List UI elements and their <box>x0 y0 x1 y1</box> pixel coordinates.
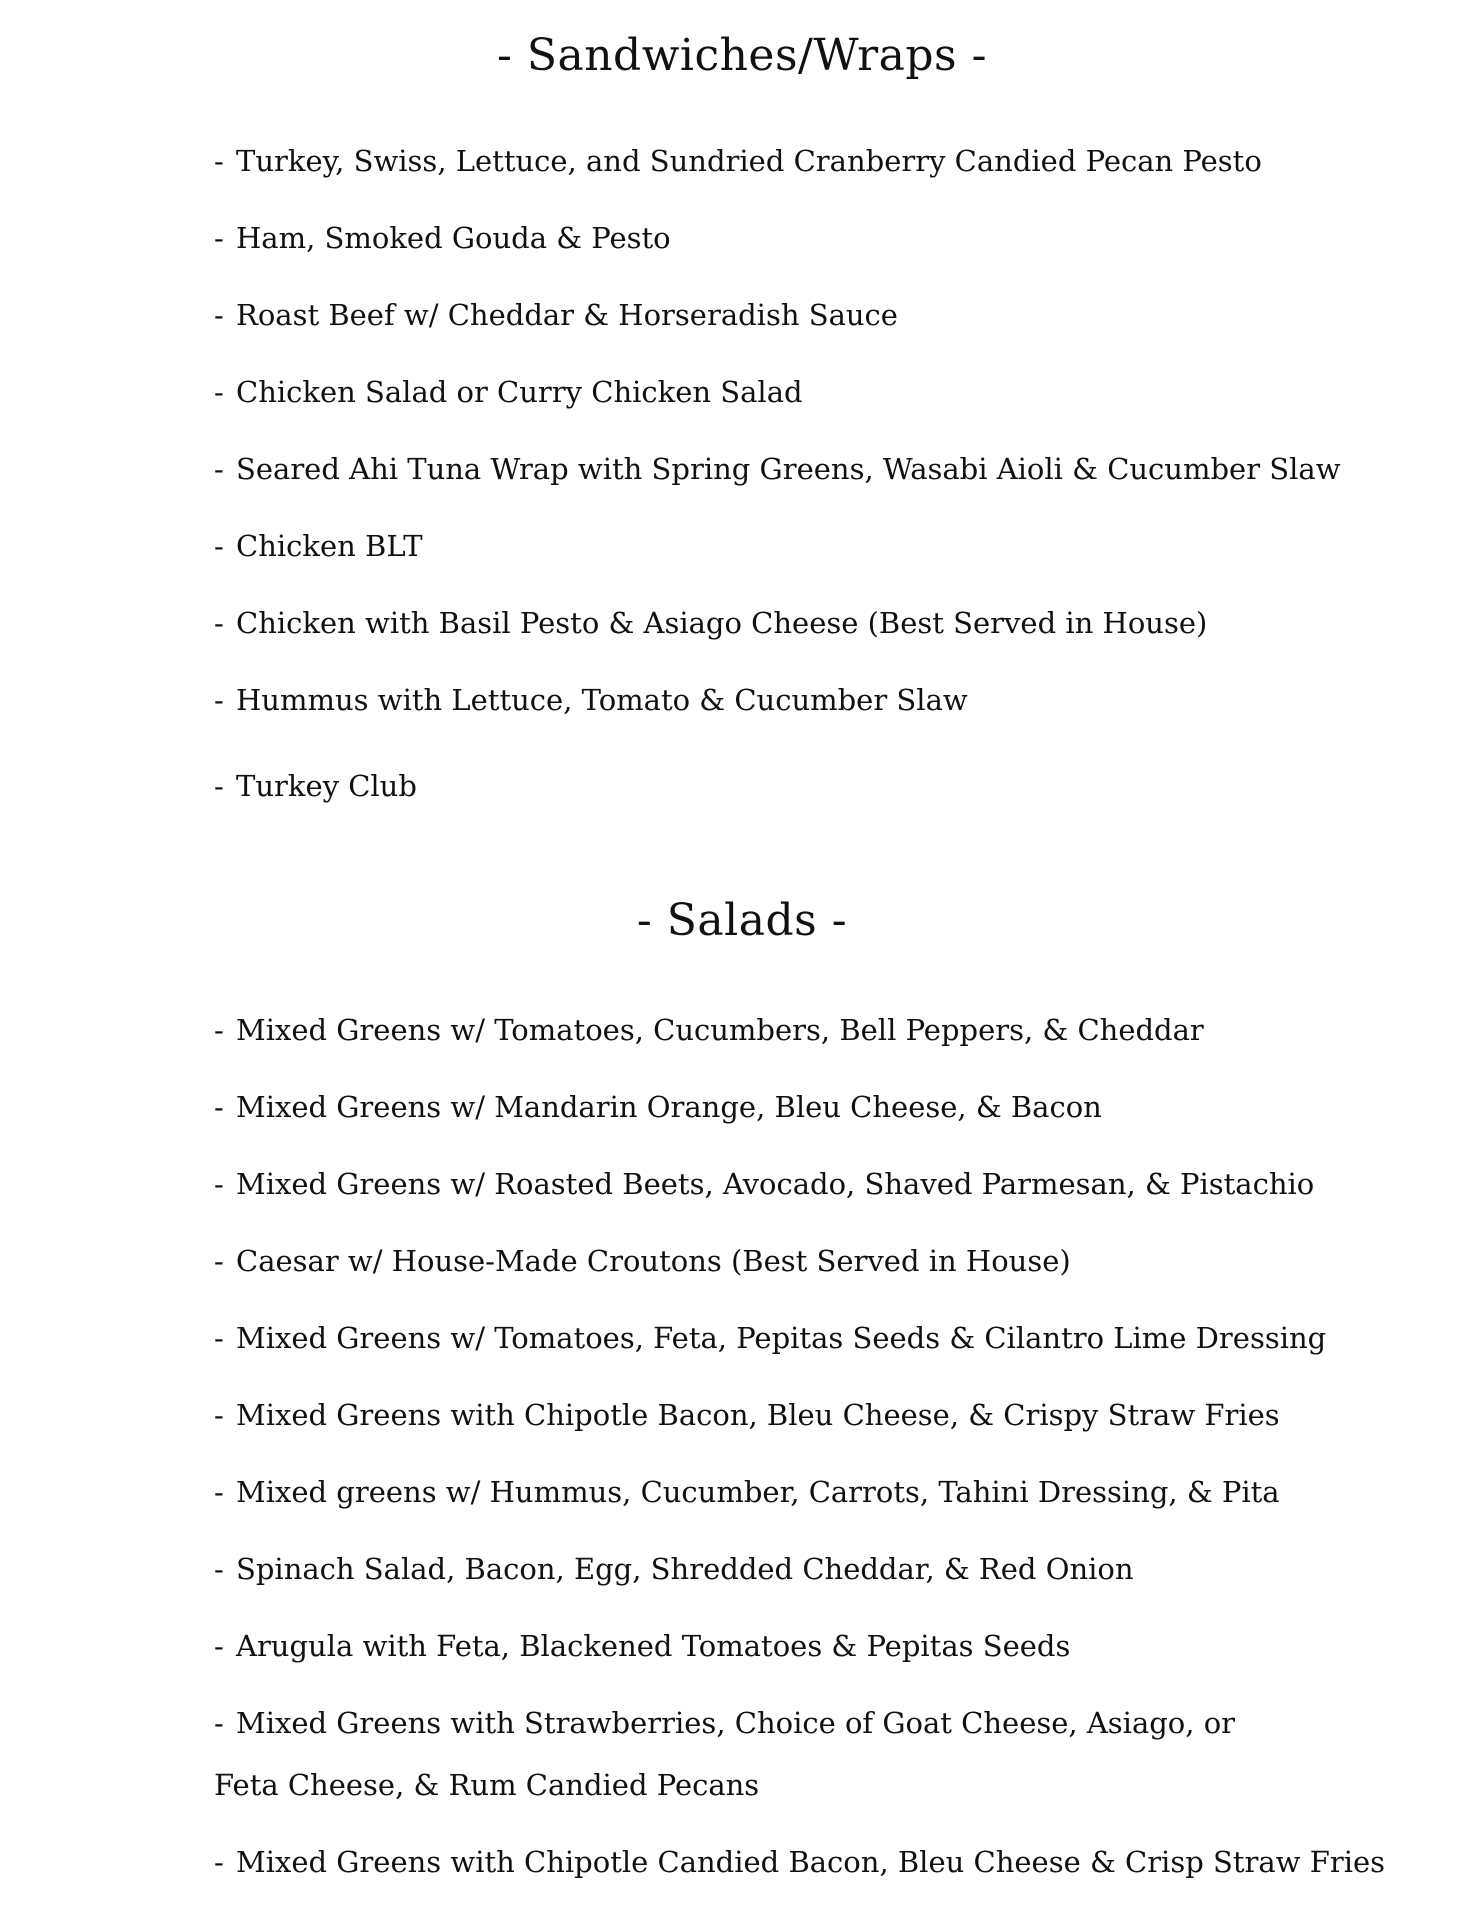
menu-item: - Ham, Smoked Gouda & Pesto <box>214 221 671 255</box>
menu-item: - Caesar w/ House-Made Croutons (Best Served in House) <box>214 1244 1071 1278</box>
menu-item: - Mixed greens w/ Hummus, Cucumber, Carrots, Tahini Dressing, & Pita <box>214 1475 1280 1509</box>
menu-item: - Mixed Greens w/ Mandarin Orange, Bleu Cheese, & Bacon <box>214 1090 1102 1124</box>
menu-item: - Spinach Salad, Bacon, Egg, Shredded Cheddar, & Red Onion <box>214 1552 1134 1586</box>
menu-item: - Chicken BLT <box>214 529 423 563</box>
menu-item: - Roast Beef w/ Cheddar & Horseradish Sauce <box>214 298 898 332</box>
menu-item: - Hummus with Lettuce, Tomato & Cucumber Slaw <box>214 683 968 717</box>
menu-item: - Turkey Club <box>214 769 417 803</box>
menu-item-text: Turkey Club <box>236 769 417 803</box>
menu-item-text: Mixed Greens w/ Tomatoes, Cucumbers, Bell Peppers, & Cheddar <box>236 1013 1204 1047</box>
menu-item-text: Mixed Greens w/ Roasted Beets, Avocado, Shaved Parmesan, & Pistachio <box>236 1167 1315 1201</box>
menu-item-text: Seared Ahi Tuna Wrap with Spring Greens, Wasabi Aioli & Cucumber Slaw <box>236 452 1341 486</box>
menu-item: - Mixed Greens w/ Tomatoes, Cucumbers, Bell Peppers, & Cheddar <box>214 1013 1204 1047</box>
menu-item-text: Chicken Salad or Curry Chicken Salad <box>236 375 803 409</box>
menu-item: - Chicken Salad or Curry Chicken Salad <box>214 375 803 409</box>
menu-item-text: Caesar w/ House-Made Croutons (Best Served in House) <box>236 1244 1071 1278</box>
menu-item-text: Mixed greens w/ Hummus, Cucumber, Carrots, Tahini Dressing, & Pita <box>236 1475 1280 1509</box>
menu-item: - Arugula with Feta, Blackened Tomatoes & Pepitas Seeds <box>214 1629 1071 1663</box>
menu-item: - Turkey, Swiss, Lettuce, and Sundried Cranberry Candied Pecan Pesto <box>214 144 1262 178</box>
menu-item-text: Mixed Greens with Strawberries, Choice of Goat Cheese, Asiago, or Feta Cheese, & Rum Candied Pecans <box>214 1706 1236 1802</box>
menu-item-text: Mixed Greens with Chipotle Bacon, Bleu Cheese, & Crispy Straw Fries <box>236 1398 1280 1432</box>
menu-item: - Seared Ahi Tuna Wrap with Spring Greens, Wasabi Aioli & Cucumber Slaw <box>214 452 1341 486</box>
menu-item-text: Ham, Smoked Gouda & Pesto <box>236 221 671 255</box>
menu-item-text: Mixed Greens with Chipotle Candied Bacon, Bleu Cheese & Crisp Straw Fries <box>236 1845 1386 1879</box>
menu-item: - Chicken with Basil Pesto & Asiago Cheese (Best Served in House) <box>214 606 1208 640</box>
menu-item: - Mixed Greens with Chipotle Candied Bacon, Bleu Cheese & Crisp Straw Fries <box>214 1845 1386 1879</box>
menu-item: - Mixed Greens w/ Tomatoes, Feta, Pepitas Seeds & Cilantro Lime Dressing <box>214 1321 1327 1355</box>
salads-heading: - Salads - <box>636 895 848 946</box>
menu-item-text: Chicken BLT <box>236 529 423 563</box>
menu-item-text: Turkey, Swiss, Lettuce, and Sundried Cranberry Candied Pecan Pesto <box>236 144 1262 178</box>
menu-item: - Mixed Greens with Chipotle Bacon, Bleu Cheese, & Crispy Straw Fries <box>214 1398 1280 1432</box>
menu-item-text: Mixed Greens w/ Mandarin Orange, Bleu Cheese, & Bacon <box>236 1090 1102 1124</box>
sandwiches-heading: - Sandwiches/Wraps - <box>496 30 987 81</box>
menu-item: - Mixed Greens w/ Roasted Beets, Avocado, Shaved Parmesan, & Pistachio <box>214 1167 1315 1201</box>
menu-item-text: Hummus with Lettuce, Tomato & Cucumber Slaw <box>236 683 968 717</box>
menu-item: - Mixed Greens with Strawberries, Choice of Goat Cheese, Asiago, or Feta Cheese, & Rum Candied Pecans <box>214 1706 1236 1802</box>
menu-item-text: Arugula with Feta, Blackened Tomatoes & Pepitas Seeds <box>236 1629 1071 1663</box>
menu-item-text: Mixed Greens w/ Tomatoes, Feta, Pepitas Seeds & Cilantro Lime Dressing <box>236 1321 1327 1355</box>
menu-item-text: Chicken with Basil Pesto & Asiago Cheese (Best Served in House) <box>236 606 1208 640</box>
menu-item-text: Roast Beef w/ Cheddar & Horseradish Sauce <box>236 298 898 332</box>
menu-item-text: Spinach Salad, Bacon, Egg, Shredded Cheddar, & Red Onion <box>236 1552 1134 1586</box>
